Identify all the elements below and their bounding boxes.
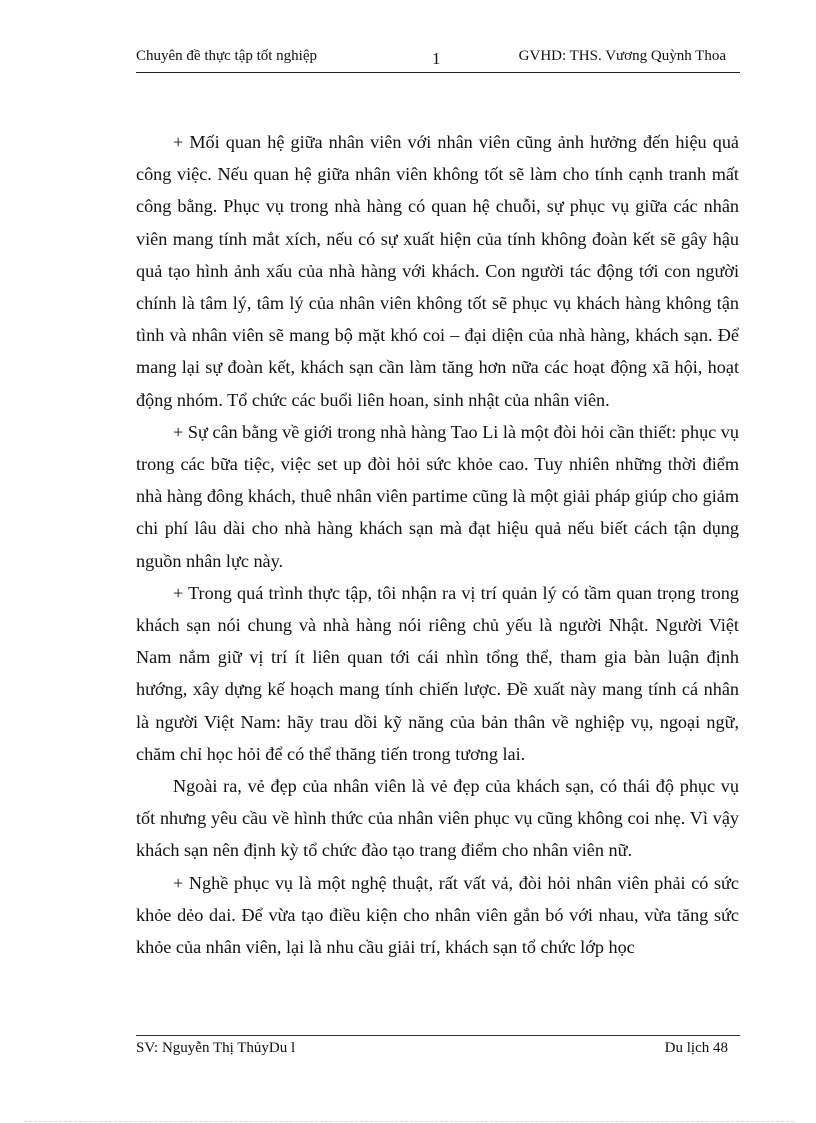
header-title: Chuyên đề thực tập tốt nghiệp — [136, 48, 318, 64]
page-bottom-edge — [24, 1121, 794, 1122]
footer-student: SV: Nguyễn Thị ThủyDu l — [136, 1040, 296, 1056]
paragraph: + Nghề phục vụ là một nghệ thuật, rất vất vả, đòi hỏi nhân viên phải có sức khỏe dẻo dai. Để vừa tạo điều kiện cho nhân viên gắn bó với nhau, vừa tăng sức khỏe của nhân viên, lại là nhu cầu giải trí, khách sạn tổ chức lớp học — [136, 872, 739, 958]
footer-class: Du lịch 48 — [664, 1040, 728, 1056]
header-divider — [136, 72, 740, 73]
document-body — [136, 126, 739, 963]
header-advisor: GVHD: THS. Vương Quỳnh Thoa — [518, 48, 726, 64]
paragraph: + Mối quan hệ giữa nhân viên với nhân viên cũng ảnh hưởng đến hiệu quả công việc. Nếu quan hệ giữa nhân viên không tốt sẽ làm cho tính cạnh tranh mất công bằng. Phục vụ trong nhà hàng có quan hệ chuỗi, sự phục vụ giữa các nhân viên mang tính mắt xích, nếu có sự xuất hiện của tính không đoàn kết sẽ gây hậu quả tạo hình ảnh xấu của nhà hàng với khách. Con người tác động tới con người chính là tâm lý, tâm lý của nhân viên không tốt sẽ phục vụ khách hàng không tận tình và nhân viên sẽ mang bộ mặt khó coi – đại diện của nhà hàng, khách sạn. Để mang lại sự đoàn kết, khách sạn cần làm tăng hơn nữa các hoạt động xã hội, hoạt động nhóm. Tổ chức các buổi liên hoan, sinh nhật của nhân viên. — [136, 132, 739, 410]
page-header — [136, 48, 740, 70]
paragraph: Ngoài ra, vẻ đẹp của nhân viên là vẻ đẹp của khách sạn, có thái độ phục vụ tốt nhưng yêu cầu về hình thức của nhân viên phục vụ cũng không coi nhẹ. Vì vậy khách sạn nên định kỳ tổ chức đào tạo trang điểm cho nhân viên nữ. — [136, 776, 739, 861]
footer-divider — [136, 1035, 740, 1036]
paragraph: + Trong quá trình thực tập, tôi nhận ra vị trí quản lý có tầm quan trọng trong khách sạn nói chung và nhà hàng nói riêng chủ yếu là người Nhật. Người Việt Nam nắm giữ vị trí ít liên quan tới cái nhìn tổng thể, tham gia bàn luận định hướng, xây dựng kế hoạch mang tính chiến lược. Đề xuất này mang tính cá nhân là người Việt Nam: hãy trau dồi kỹ năng của bản thân về nghiệp vụ, ngoại ngữ, chăm chỉ học hỏi để có thể thăng tiến trong tương lai. — [136, 582, 739, 764]
page-footer — [136, 1040, 740, 1060]
page-number: 1 — [432, 49, 441, 68]
paragraph: + Sự cân bằng về giới trong nhà hàng Tao Li là một đòi hỏi cần thiết: phục vụ trong các bữa tiệc, việc set up đòi hỏi sức khỏe cao. Tuy nhiên những thời điểm nhà hàng đông khách, thuê nhân viên partime cũng là một giải pháp giúp cho giảm chi phí lâu dài cho nhà hàng khách sạn mà đạt hiệu quả nếu biết cách tận dụng nguồn nhân lực này. — [136, 421, 739, 571]
